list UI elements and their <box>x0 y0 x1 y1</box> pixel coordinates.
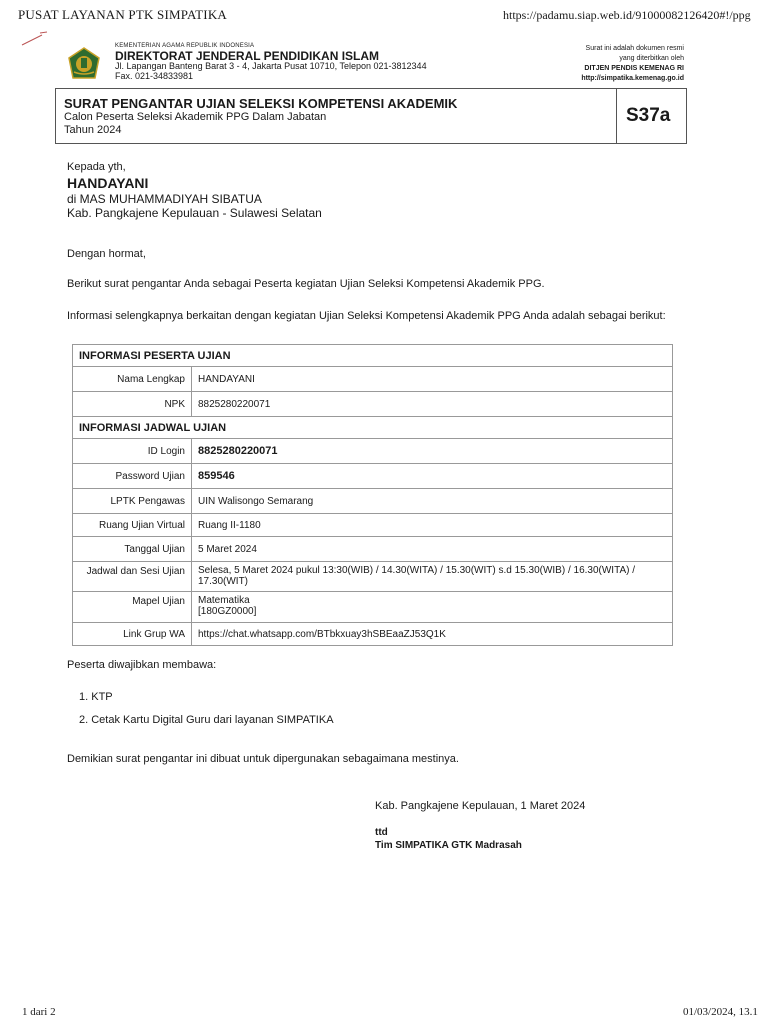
row-value <box>192 592 673 623</box>
document-code: S37a <box>626 105 671 126</box>
note-line: yang diterbitkan oleh <box>619 55 684 62</box>
print-header-title: PUSAT LAYANAN PTK SIMPATIKA <box>18 7 227 22</box>
row-label: Nama Lengkap <box>73 367 192 392</box>
letterhead-fax: Fax. 021-34833981 <box>115 71 194 81</box>
intro-paragraph: Berikut surat pengantar Anda sebagai Peserta kegiatan Ujian Seleksi Kompetensi Akademik PPG. <box>67 278 545 290</box>
note-line: Surat ini adalah dokumen resmi <box>585 45 684 52</box>
row-label: NPK <box>73 392 192 417</box>
table-row <box>73 592 673 623</box>
list-item: 2. Cetak Kartu Digital Guru dari layanan SIMPATIKA <box>79 714 334 726</box>
table-row <box>73 537 673 562</box>
pen-mark-icon <box>20 30 50 48</box>
title-divider <box>616 89 617 143</box>
table-row <box>73 514 673 537</box>
table-row <box>73 417 673 439</box>
addressee-name: HANDAYANI <box>67 175 149 191</box>
requirements-list <box>79 686 334 732</box>
signature-ttd: ttd <box>375 827 388 838</box>
table-row <box>73 489 673 514</box>
list-item: 1. KTP <box>79 691 113 703</box>
row-value: UIN Walisongo Semarang <box>192 489 673 514</box>
document-subtitle: Calon Peserta Seleksi Akademik PPG Dalam Jabatan <box>64 111 327 123</box>
exam-info-table <box>72 344 673 646</box>
letterhead-directorate: DIREKTORAT JENDERAL PENDIDIKAN ISLAM <box>115 49 380 63</box>
table-row <box>73 392 673 417</box>
subject-name: Matematika <box>198 595 250 606</box>
table-row <box>73 345 673 367</box>
table-row <box>73 623 673 646</box>
salutation: Dengan hormat, <box>67 248 146 260</box>
section-header-schedule: INFORMASI JADWAL UJIAN <box>73 417 673 439</box>
signature-place-date: Kab. Pangkajene Kepulauan, 1 Maret 2024 <box>375 800 586 812</box>
row-value: Selesa, 5 Maret 2024 pukul 13:30(WIB) / 14.30(WITA) / 15.30(WIT) s.d 15.30(WIB) / 16.30(WITA) / 17.30(WIT) <box>192 562 673 592</box>
print-footer-datetime: 01/03/2024, 13.1 <box>683 1006 758 1018</box>
row-value: HANDAYANI <box>192 367 673 392</box>
row-value: Ruang II-1180 <box>192 514 673 537</box>
row-label: Mapel Ujian <box>73 592 192 623</box>
subject-code: [180GZ0000] <box>198 606 257 617</box>
row-value: 859546 <box>192 464 673 489</box>
row-value: 8825280220071 <box>192 392 673 417</box>
row-label: Password Ujian <box>73 464 192 489</box>
section-header-participant: INFORMASI PESERTA UJIAN <box>73 345 673 367</box>
row-label: Ruang Ujian Virtual <box>73 514 192 537</box>
row-label: LPTK Pengawas <box>73 489 192 514</box>
letterhead-ministry: KEMENTERIAN AGAMA REPUBLIK INDONESIA <box>115 43 255 49</box>
table-row <box>73 367 673 392</box>
row-value: 8825280220071 <box>192 439 673 464</box>
print-header-url: https://padamu.siap.web.id/9100008212642​0#!/ppg <box>503 8 751 22</box>
info-paragraph: Informasi selengkapnya berkaitan dengan kegiatan Ujian Seleksi Kompetensi Akademik PPG Anda adalah sebagai berikut: <box>67 310 666 322</box>
table-row <box>73 562 673 592</box>
closing-paragraph: Demikian surat pengantar ini dibuat untuk dipergunakan sebagaimana mestinya. <box>67 753 459 765</box>
whatsapp-link[interactable]: https://chat.whatsapp.com/BTbkxuay3hSBEaaZJ53Q1K <box>192 623 673 646</box>
table-row <box>73 439 673 464</box>
requirements-heading: Peserta diwajibkan membawa: <box>67 659 217 671</box>
document-year: Tahun 2024 <box>64 124 122 136</box>
kemenag-logo-icon <box>66 46 102 82</box>
note-url: http://simpatika.kemenag.go.id <box>581 75 684 82</box>
row-label: ID Login <box>73 439 192 464</box>
row-label: Jadwal dan Sesi Ujian <box>73 562 192 592</box>
document-title: SURAT PENGANTAR UJIAN SELEKSI KOMPETENSI AKADEMIK <box>64 96 458 111</box>
letterhead-address: Jl. Lapangan Banteng Barat 3 - 4, Jakarta Pusat 10710, Telepon 021-3812344 <box>115 61 427 71</box>
signature-team: Tim SIMPATIKA GTK Madrasah <box>375 840 522 851</box>
addressee-greeting: Kepada yth, <box>67 161 126 173</box>
row-label: Link Grup WA <box>73 623 192 646</box>
row-value: 5 Maret 2024 <box>192 537 673 562</box>
print-footer-page: 1 dari 2 <box>22 1006 56 1018</box>
addressee-school: di MAS MUHAMMADIYAH SIBATUA <box>67 192 262 206</box>
addressee-region: Kab. Pangkajene Kepulauan - Sulawesi Selatan <box>67 206 322 220</box>
row-label: Tanggal Ujian <box>73 537 192 562</box>
letterhead-official-note <box>581 44 684 84</box>
note-issuer: DITJEN PENDIS KEMENAG RI <box>584 65 684 72</box>
table-row <box>73 464 673 489</box>
document-title-box <box>55 88 687 144</box>
